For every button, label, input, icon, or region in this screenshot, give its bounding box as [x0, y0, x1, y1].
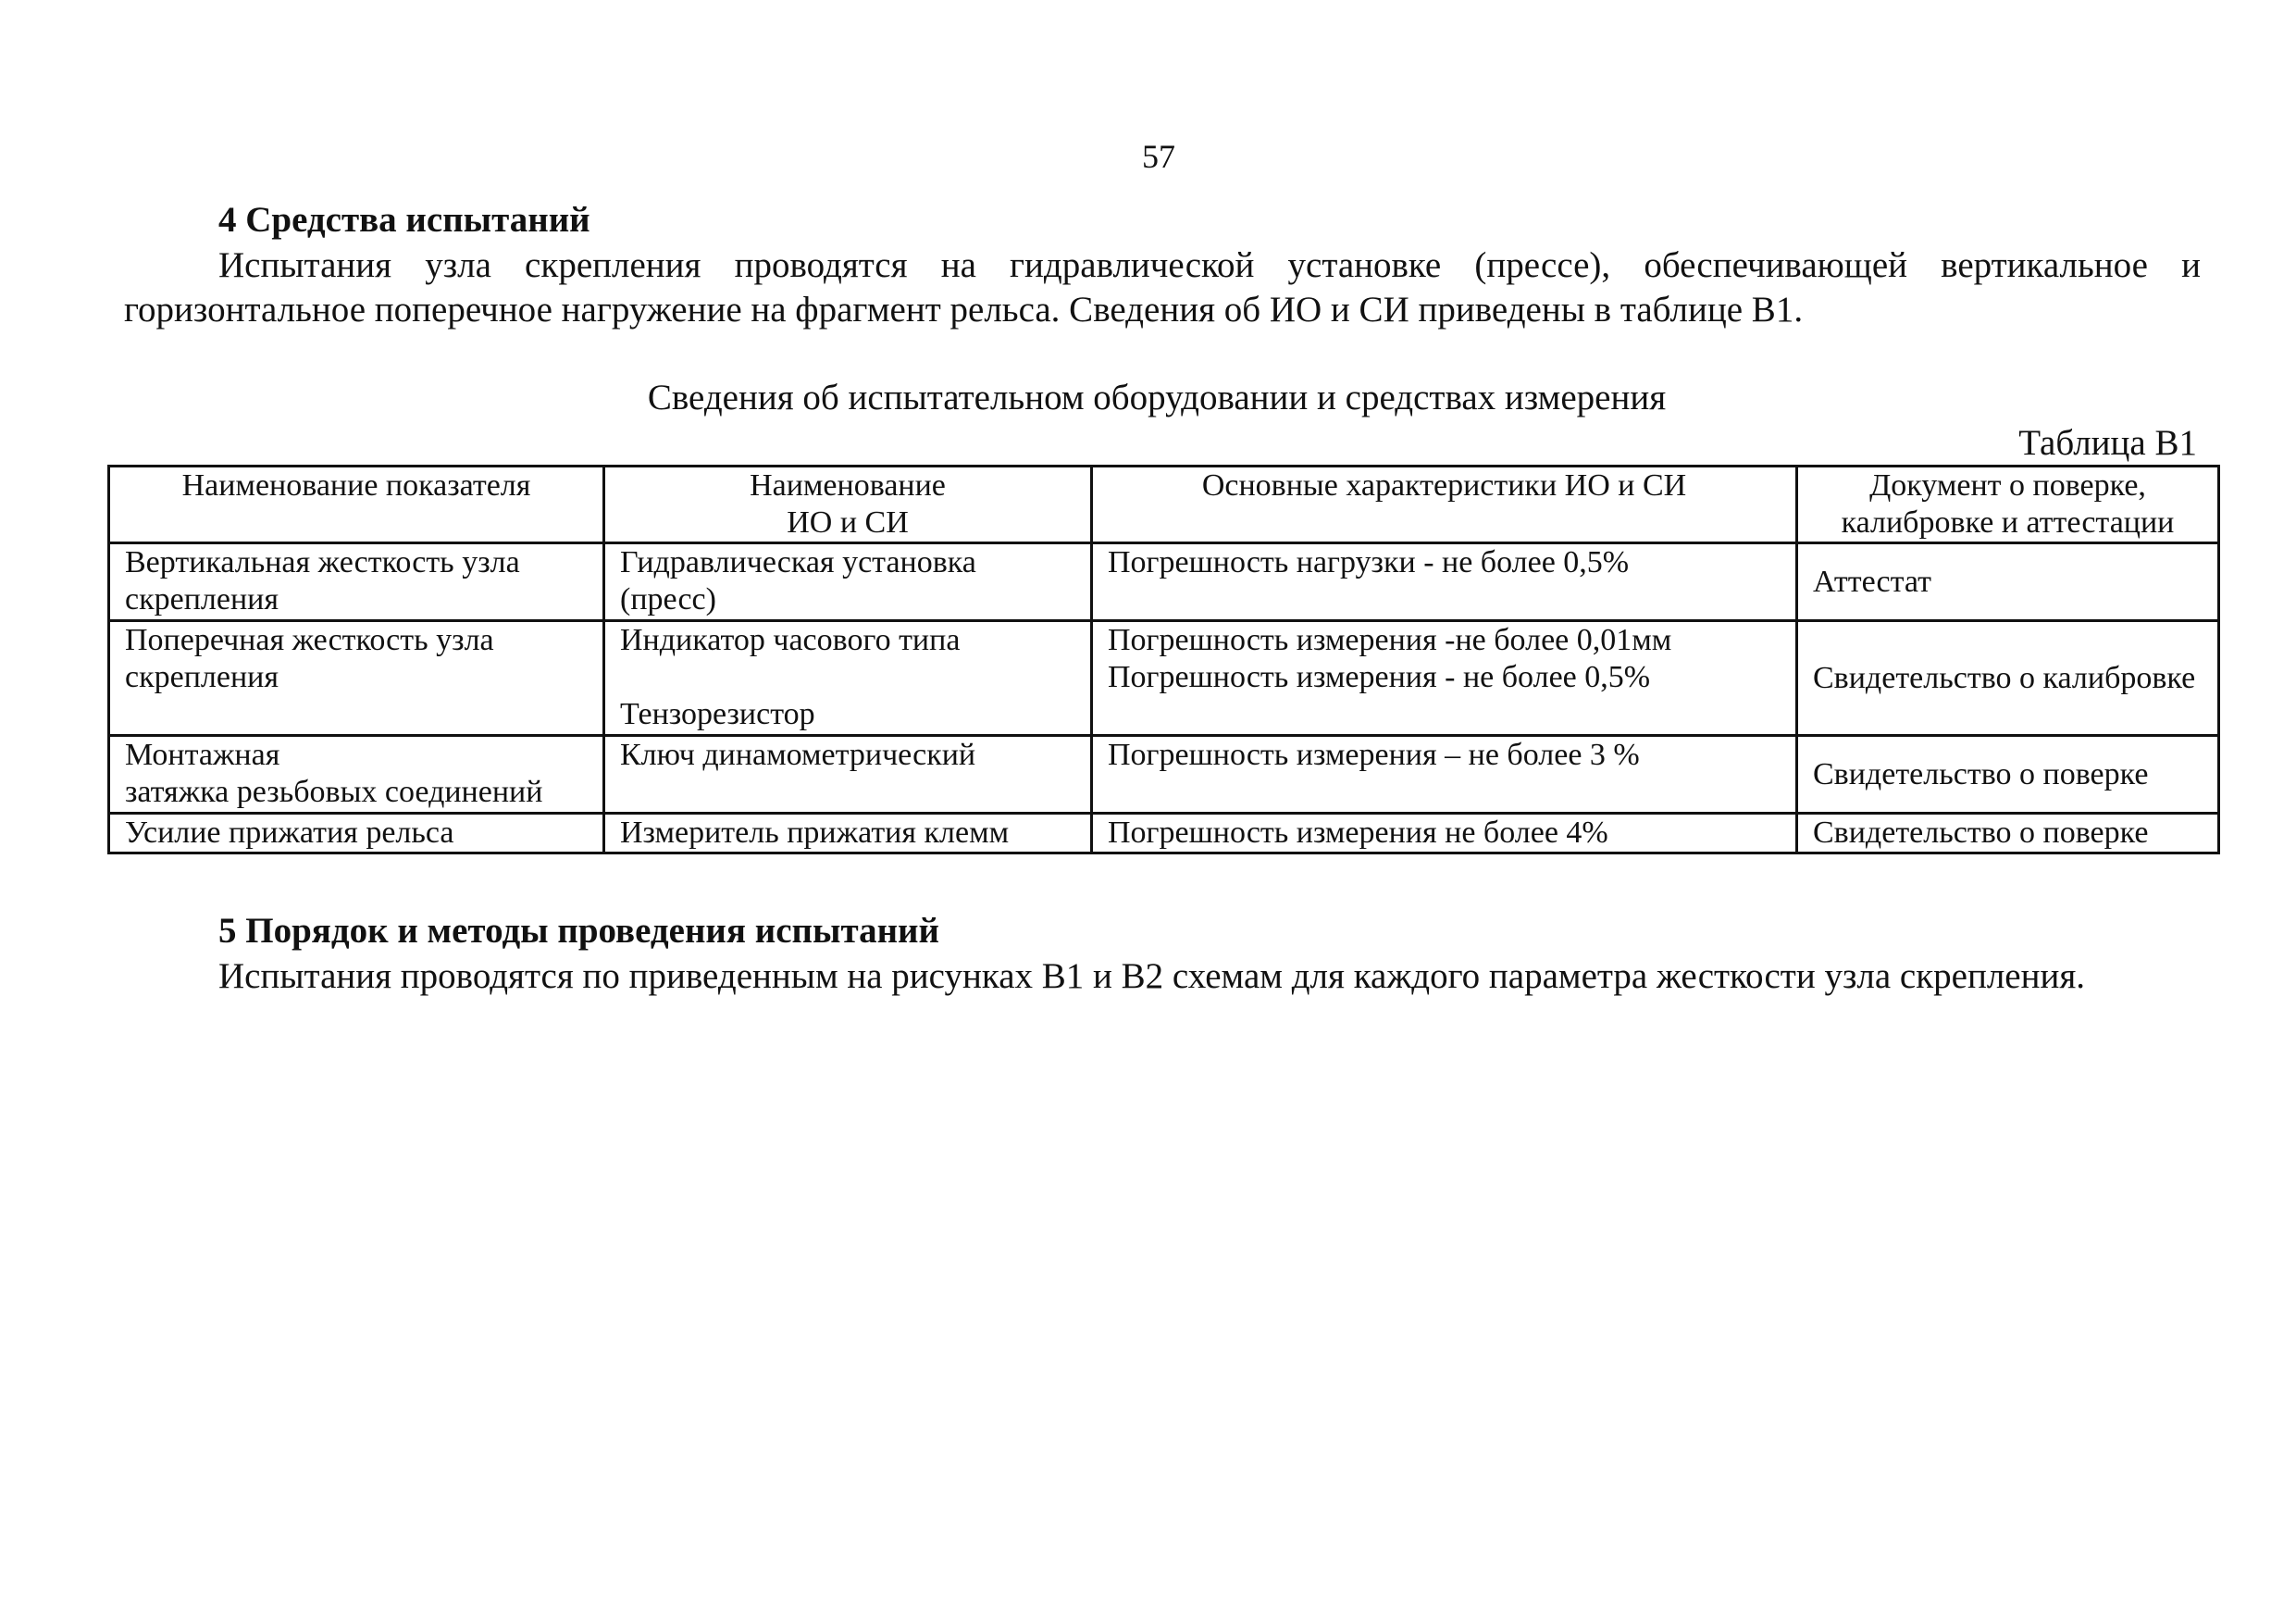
table-row — [109, 621, 2219, 736]
header-name: Наименование ИО и СИ — [604, 467, 1092, 543]
page-number: 57 — [1142, 138, 1175, 175]
cell-indicator: Поперечная жесткость узла скрепления — [109, 621, 604, 736]
cell-document: Свидетельство о поверке — [1797, 736, 2219, 814]
cell-characteristics: Погрешность измерения -не более 0,01мм Погрешность измерения - не более 0,5% — [1092, 621, 1797, 736]
table-label: Таблица В1 — [2018, 423, 2197, 463]
header-characteristics: Основные характеристики ИО и СИ — [1092, 467, 1797, 543]
cell-indicator: Монтажная затяжка резьбовых соединений — [109, 736, 604, 814]
header-indicator: Наименование показателя — [109, 467, 604, 543]
cell-name: Ключ динамометрический — [604, 736, 1092, 814]
equipment-table — [107, 465, 2220, 854]
cell-name: Индикатор часового типа Тензорезистор — [604, 621, 1092, 736]
cell-document: Аттестат — [1797, 543, 2219, 621]
cell-indicator: Вертикальная жесткость узла скрепления — [109, 543, 604, 621]
table-row — [109, 814, 2219, 853]
table-row — [109, 543, 2219, 621]
table-caption: Сведения об испытательном оборудовании и средствах измерения — [647, 378, 1667, 417]
cell-indicator: Усилие прижатия рельса — [109, 814, 604, 853]
section-4-paragraph: Испытания узла скрепления проводятся на гидравлической установке (прессе), обеспечивающей вертикальное и горизонтальное поперечное нагружение на фрагмент рельса. Сведения об ИО и СИ приведены в таблице В1. — [124, 245, 2201, 330]
cell-name: Гидравлическая установка (пресс) — [604, 543, 1092, 621]
cell-characteristics: Погрешность измерения – не более 3 % — [1092, 736, 1797, 814]
section-5-heading: 5 Порядок и методы проведения испытаний — [218, 911, 939, 951]
cell-document: Свидетельство о калибровке — [1797, 621, 2219, 736]
cell-name: Измеритель прижатия клемм — [604, 814, 1092, 853]
table-header-row — [109, 467, 2219, 543]
cell-characteristics: Погрешность измерения не более 4% — [1092, 814, 1797, 853]
section-4-heading: 4 Средства испытаний — [218, 200, 590, 240]
cell-characteristics: Погрешность нагрузки - не более 0,5% — [1092, 543, 1797, 621]
table-row — [109, 736, 2219, 814]
cell-document: Свидетельство о поверке — [1797, 814, 2219, 853]
section-5-paragraph: Испытания проводятся по приведенным на рисунках В1 и В2 схемам для каждого параметра жесткости узла скрепления. — [218, 956, 2086, 996]
header-document: Документ о поверке, калибровке и аттестации — [1797, 467, 2219, 543]
